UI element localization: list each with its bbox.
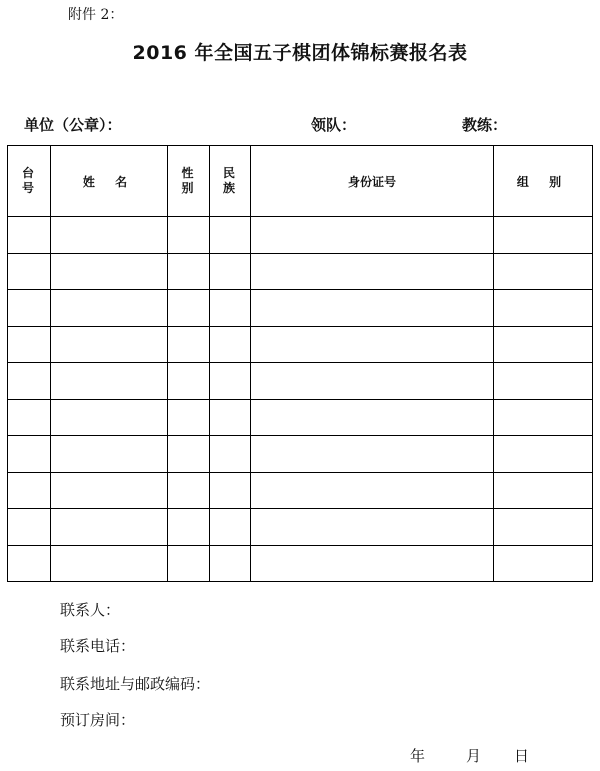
header-number: 台号 [8, 146, 51, 217]
unit-label: 单位（公章）： [24, 116, 122, 134]
cell-ethnicity[interactable] [210, 253, 251, 290]
cell-name[interactable] [51, 326, 168, 363]
cell-ethnicity[interactable] [210, 509, 251, 546]
cell-ethnicity[interactable] [210, 363, 251, 400]
cell-number[interactable] [8, 509, 51, 546]
cell-id-number[interactable] [251, 217, 494, 254]
cell-gender[interactable] [168, 545, 210, 582]
cell-ethnicity[interactable] [210, 472, 251, 509]
contact-address-label: 联系地址与邮政编码： [60, 675, 211, 693]
cell-id-number[interactable] [251, 363, 494, 400]
contact-phone-label: 联系电话： [60, 637, 136, 655]
cell-number[interactable] [8, 326, 51, 363]
table-row [8, 290, 593, 327]
cell-name[interactable] [51, 253, 168, 290]
cell-id-number[interactable] [251, 290, 494, 327]
cell-number[interactable] [8, 545, 51, 582]
contact-person-label: 联系人： [60, 601, 121, 619]
cell-group[interactable] [494, 290, 593, 327]
cell-name[interactable] [51, 290, 168, 327]
cell-group[interactable] [494, 363, 593, 400]
cell-gender[interactable] [168, 509, 210, 546]
cell-ethnicity[interactable] [210, 545, 251, 582]
header-group: 组 别 [494, 146, 593, 217]
table-row [8, 399, 593, 436]
cell-number[interactable] [8, 399, 51, 436]
cell-gender[interactable] [168, 253, 210, 290]
cell-id-number[interactable] [251, 509, 494, 546]
cell-id-number[interactable] [251, 326, 494, 363]
cell-number[interactable] [8, 436, 51, 473]
cell-ethnicity[interactable] [210, 217, 251, 254]
cell-group[interactable] [494, 472, 593, 509]
registration-table [7, 145, 593, 582]
table-row [8, 326, 593, 363]
cell-name[interactable] [51, 472, 168, 509]
table-row [8, 545, 593, 582]
cell-number[interactable] [8, 472, 51, 509]
leader-label: 领队： [311, 116, 357, 134]
table-row [8, 253, 593, 290]
coach-label: 教练： [462, 116, 508, 134]
header-id-number: 身份证号 [251, 146, 494, 217]
table-row [8, 363, 593, 400]
room-booking-label: 预订房间： [60, 711, 136, 729]
cell-ethnicity[interactable] [210, 326, 251, 363]
cell-id-number[interactable] [251, 545, 494, 582]
cell-gender[interactable] [168, 399, 210, 436]
cell-name[interactable] [51, 436, 168, 473]
cell-id-number[interactable] [251, 253, 494, 290]
cell-id-number[interactable] [251, 472, 494, 509]
cell-name[interactable] [51, 363, 168, 400]
cell-gender[interactable] [168, 326, 210, 363]
cell-gender[interactable] [168, 436, 210, 473]
form-title: 2016 年全国五子棋团体锦标赛报名表 [132, 42, 468, 64]
cell-number[interactable] [8, 217, 51, 254]
header-ethnicity: 民族 [210, 146, 251, 217]
cell-number[interactable] [8, 253, 51, 290]
cell-name[interactable] [51, 399, 168, 436]
cell-group[interactable] [494, 545, 593, 582]
cell-number[interactable] [8, 290, 51, 327]
table-row [8, 217, 593, 254]
cell-name[interactable] [51, 545, 168, 582]
cell-id-number[interactable] [251, 399, 494, 436]
cell-ethnicity[interactable] [210, 436, 251, 473]
cell-gender[interactable] [168, 217, 210, 254]
cell-name[interactable] [51, 217, 168, 254]
cell-ethnicity[interactable] [210, 399, 251, 436]
cell-group[interactable] [494, 217, 593, 254]
cell-group[interactable] [494, 253, 593, 290]
cell-group[interactable] [494, 509, 593, 546]
cell-group[interactable] [494, 399, 593, 436]
date-year-label: 年 [410, 747, 426, 765]
cell-ethnicity[interactable] [210, 290, 251, 327]
cell-group[interactable] [494, 436, 593, 473]
cell-gender[interactable] [168, 363, 210, 400]
attachment-label: 附件 2： [68, 7, 124, 23]
cell-number[interactable] [8, 363, 51, 400]
table-header-row [8, 146, 593, 217]
header-gender: 性别 [168, 146, 210, 217]
header-name: 姓 名 [51, 146, 168, 217]
cell-name[interactable] [51, 509, 168, 546]
cell-gender[interactable] [168, 290, 210, 327]
date-day-label: 日 [514, 747, 530, 765]
table-row [8, 509, 593, 546]
table-row [8, 472, 593, 509]
cell-gender[interactable] [168, 472, 210, 509]
cell-group[interactable] [494, 326, 593, 363]
table-row [8, 436, 593, 473]
cell-id-number[interactable] [251, 436, 494, 473]
date-month-label: 月 [466, 747, 482, 765]
